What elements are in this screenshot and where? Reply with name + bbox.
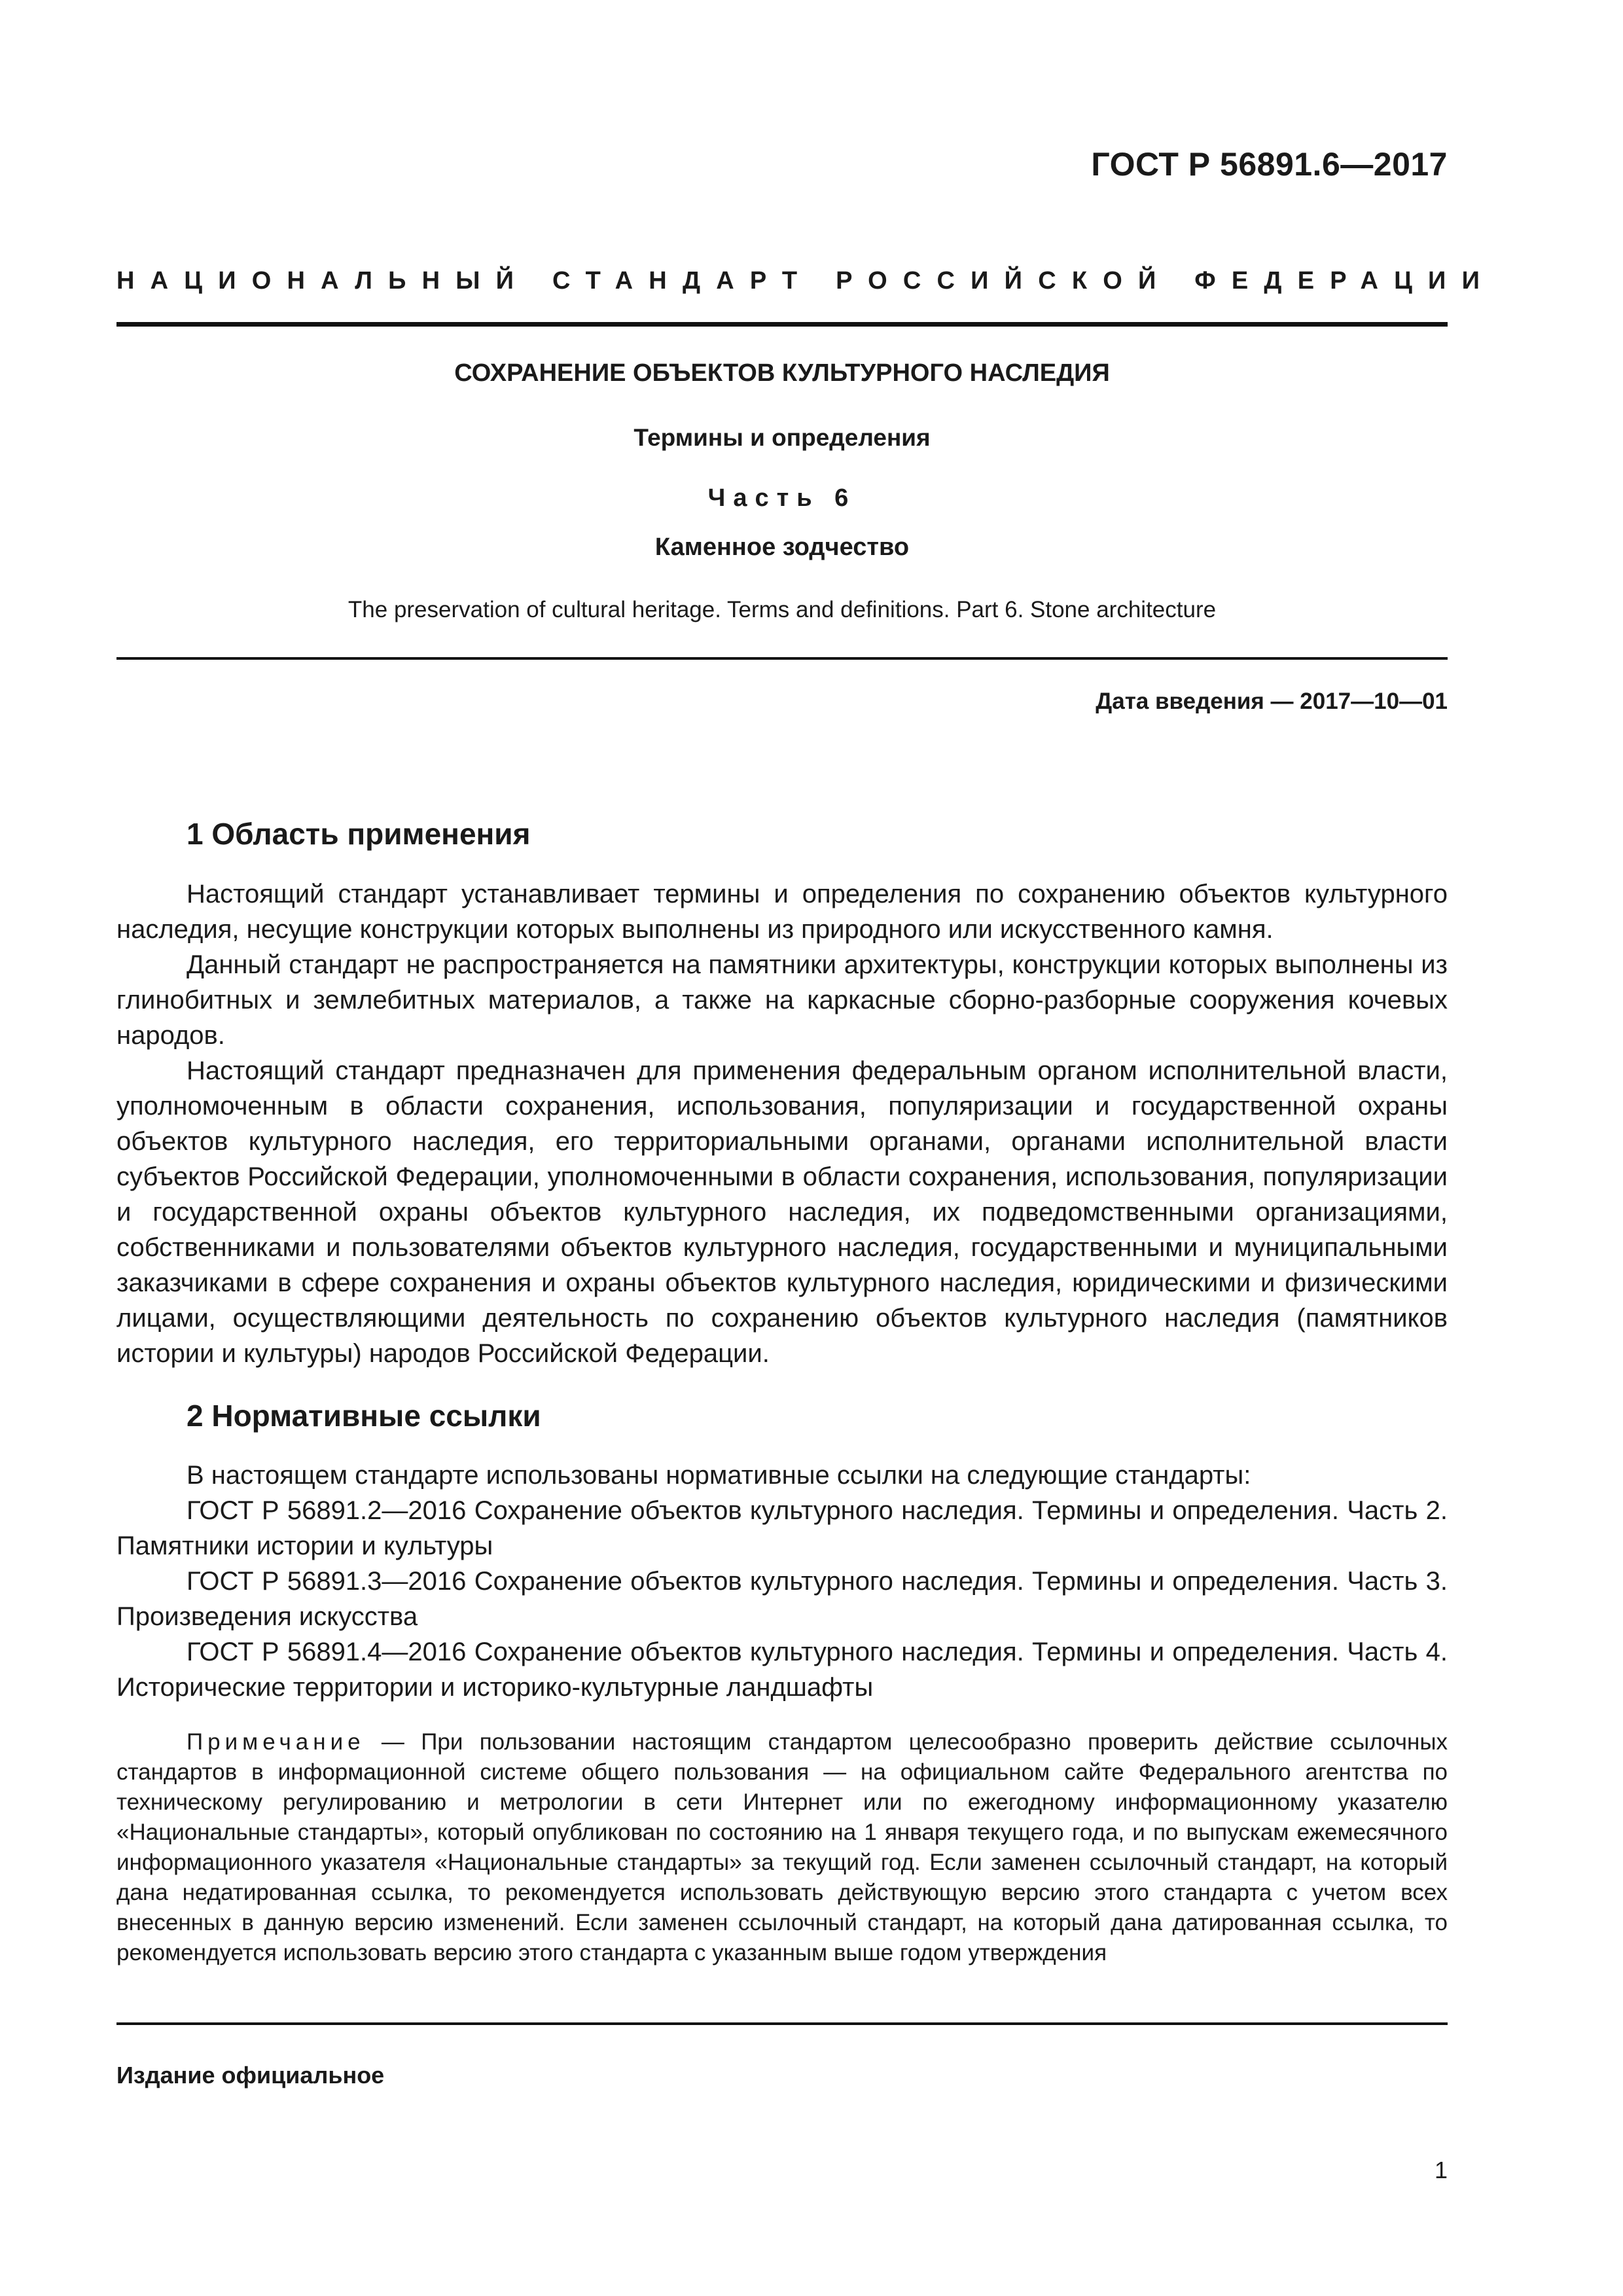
page-number: 1: [1434, 2157, 1448, 2183]
document-title: СОХРАНЕНИЕ ОБЪЕКТОВ КУЛЬТУРНОГО НАСЛЕДИЯ: [454, 359, 1110, 387]
section-1-paragraph: Настоящий стандарт предназначен для применения федеральным органом исполнительной власти, уполномоченным в области сохранения, использования, популяризации и государственной охраны объектов культурного наследия, его территориальными органами, органами исполнительной власти субъектов Российской Федерации, уполномоченными в области сохранения, использования, популяризации и государственной охраны объектов культурного наследия, их подведомственными организациями, собственниками и пользователями объектов культурного наследия, государственными и муниципальными заказчиками в сфере сохранения и охраны объектов культурного наследия, юридическими и физическими лицами, осуществляющими деятельность по сохранению объектов культурного наследия (памятников истории и культуры) народов Российской Федерации.: [116, 1056, 1448, 1368]
reference-item: ГОСТ Р 56891.3—2016 Сохранение объектов культурного наследия. Термины и определения. Часть 3. Произведения искусства: [116, 1567, 1448, 1631]
part-label: Часть 6: [707, 484, 857, 512]
section-2-body: [116, 1458, 1448, 1705]
national-standard-header: НАЦИОНАЛЬНЫЙ СТАНДАРТ РОССИЙСКОЙ ФЕДЕРАЦИИ: [116, 267, 1496, 295]
title-rule: [116, 657, 1448, 660]
note-text: — При пользовании настоящим стандартом целесообразно проверить действие ссылочных стандартов в информационной системе общего пользования — на официальном сайте Федерального агентства по техническому регулированию и метрологии в сети Интернет или по ежегодному информационному указателю «Национальные стандарты», который опубликован по состоянию на 1 января текущего года, и по выпускам ежемесячного информационного указателя «Национальные стандарты» за текущий год. Если заменен ссылочный стандарт, на который дана недатированная ссылка, то рекомендуется использовать действующую версию этого стандарта с учетом всех внесенных в данную версию изменений. Если заменен ссылочный стандарт, на который дана датированная ссылка, то рекомендуется использовать версию этого стандарта с указанным выше годом утверждения: [116, 1729, 1448, 1965]
section-1-paragraph: Настоящий стандарт устанавливает термины и определения по сохранению объектов культурного наследия, несущие конструкции которых выполнены из природного или искусственного камня.: [116, 880, 1448, 944]
note-block: [116, 1727, 1448, 1968]
section-1-paragraph: Данный стандарт не распространяется на памятники архитектуры, конструкции которых выполнены из глинобитных и землебитных материалов, а также на каркасные сборно-разборные сооружения кочевых народов.: [116, 950, 1448, 1050]
note-label: Примечание: [187, 1729, 365, 1755]
reference-item: ГОСТ Р 56891.2—2016 Сохранение объектов культурного наследия. Термины и определения. Часть 2. Памятники истории и культуры: [116, 1496, 1448, 1560]
introduction-date: Дата введения — 2017—10—01: [1096, 689, 1448, 714]
part-title: Каменное зодчество: [654, 533, 910, 561]
english-title: The preservation of cultural heritage. Terms and definitions. Part 6. Stone architecture: [348, 597, 1217, 622]
section-2-heading: 2 Нормативные ссылки: [187, 1399, 541, 1433]
edition-label: Издание официальное: [116, 2062, 385, 2089]
footer-rule: [116, 2022, 1448, 2025]
document-subtitle: Термины и определения: [633, 424, 931, 451]
header-rule: [116, 322, 1448, 327]
document-number: ГОСТ Р 56891.6—2017: [1091, 146, 1448, 183]
reference-item: ГОСТ Р 56891.4—2016 Сохранение объектов культурного наследия. Термины и определения. Часть 4. Исторические территории и историко-культурные ландшафты: [116, 1638, 1448, 1702]
section-1-body: [116, 876, 1448, 1371]
section-2-intro: В настоящем стандарте использованы нормативные ссылки на следующие стандарты:: [187, 1461, 1251, 1490]
section-1-heading: 1 Область применения: [187, 817, 531, 851]
